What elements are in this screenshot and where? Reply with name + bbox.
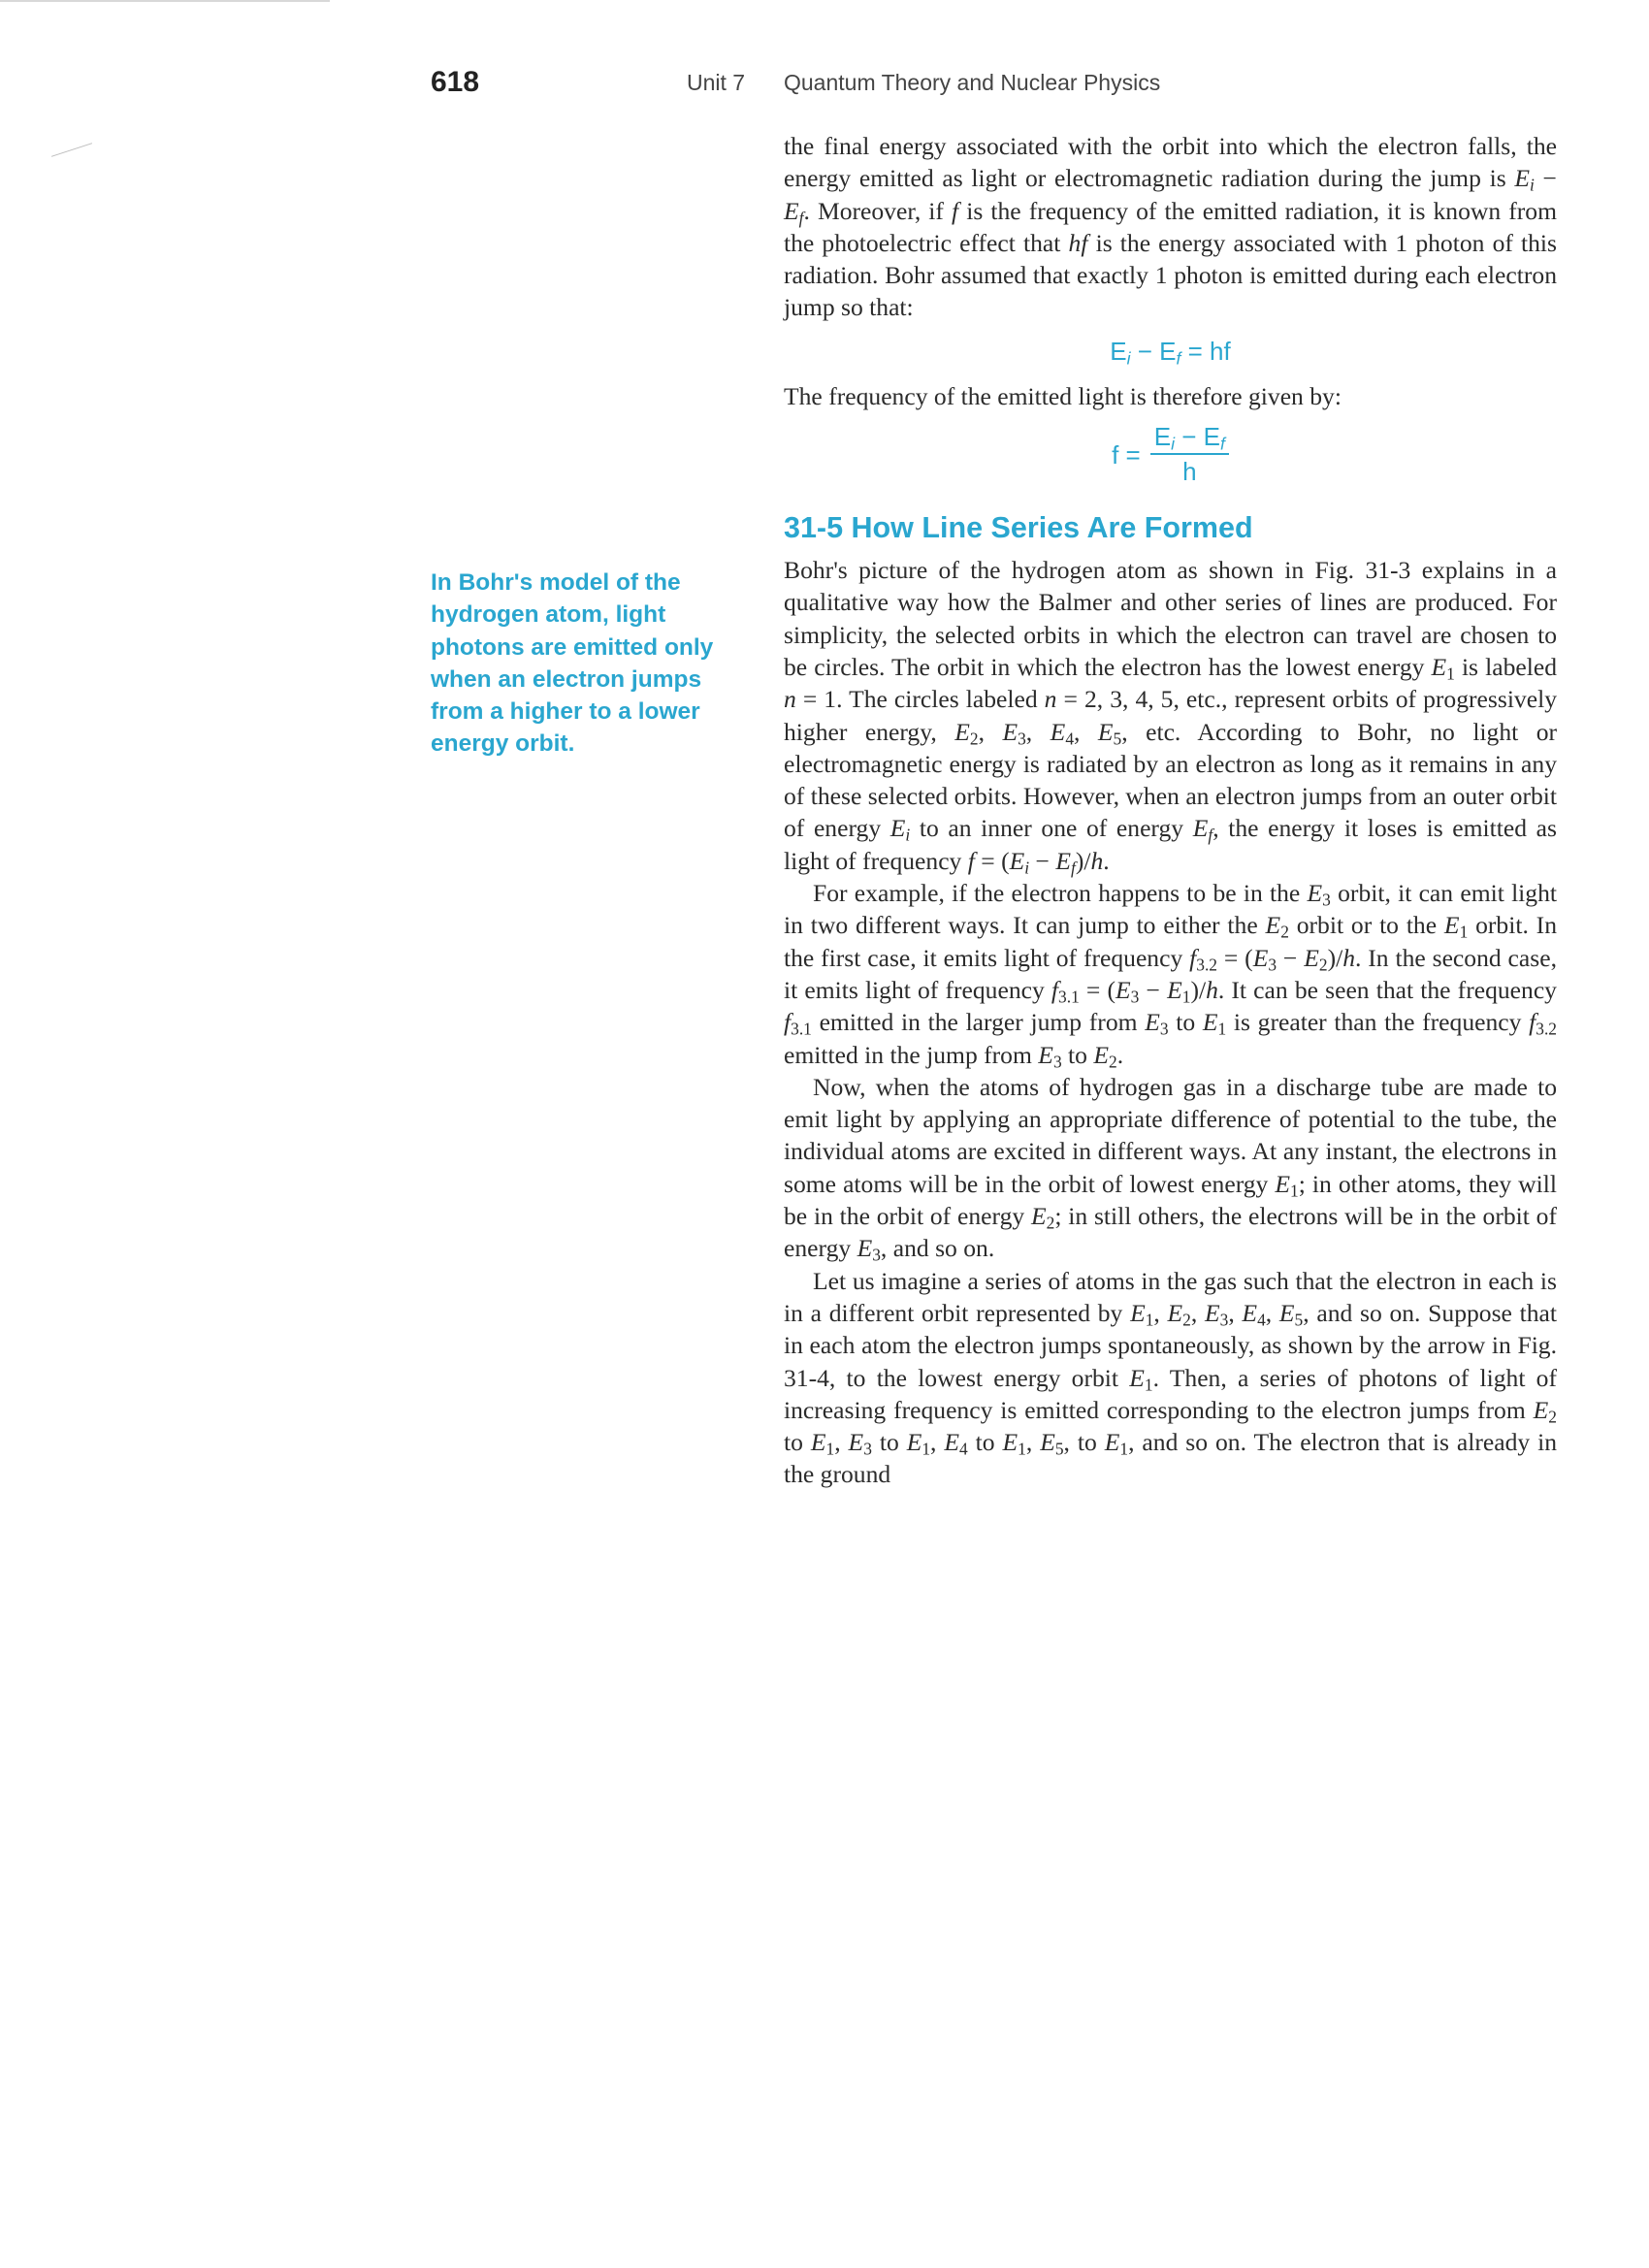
page-number: 618 <box>431 66 480 98</box>
fraction <box>1150 422 1229 488</box>
paragraph-discharge-tube: Now, when the atoms of hydrogen gas in a discharge tube are made to emit light by applying an appropriate difference of potential to the tube, the individual atoms are excited in different ways. At any instant, the electrons in some atoms will be in the orbit of lowest energy $E_1$; in other atoms, they will be in the orbit of energy $E_2$; in still others, the electrons will be in the orbit of energy $E_3$, and so on. <box>784 1072 1557 1265</box>
running-header <box>0 62 1649 109</box>
fraction-numerator: $E_i - E_f$ <box>1150 422 1229 455</box>
scan-edge <box>0 0 330 2</box>
fraction-denominator: h <box>1182 457 1197 487</box>
unit-title: Quantum Theory and Nuclear Physics <box>784 70 1161 95</box>
paragraph-bohr-picture: Bohr's picture of the hydrogen atom as shown in Fig. 31-3 explains in a qualitative way how the Balmer and other series of lines are produced. For simplicity, the selected orbits in which the electron can travel are chosen to be circles. The orbit in which the electron has the lowest energy $E_1$ is labeled n = 1. The circles labeled n = 2, 3, 4, 5, etc., represent orbits of progressively higher energy, $E_2$, $E_3$, $E_4$, $E_5$, etc. According to Bohr, no light or electromagnetic energy is radiated by an electron as long as it remains in any of these selected orbits. However, when an electron jumps from an outer orbit of energy $E_i$ to an inner one of energy $E_f$, the energy it loses is emitted as light of frequency $f = (E_i - E_f)/h$. <box>784 556 1558 878</box>
paragraph-series-of-atoms: Let us imagine a series of atoms in the gas such that the electron in each is in a different orbit represented by $E_1$, $E_2$, $E_3$, $E_4$, $E_5$, and so on. Suppose that in each atom the electron jumps spontaneously, as shown by the arrow in Fig. 31-4, to the lowest energy orbit $E_1$. Then, a series of photons of light of increasing frequency is emitted corresponding to the electron jumps from $E_2$ to $E_1$, $E_3$ to $E_1$, $E_4$ to $E_1$, $E_5$, to $E_1$, and so on. The electron that is already in the ground <box>784 1266 1558 1489</box>
frequency-sentence: The frequency of the emitted light is therefore given by: <box>784 381 1342 410</box>
equation-frequency <box>784 420 1557 490</box>
section-heading: 31-5 How Line Series Are Formed <box>784 511 1253 545</box>
equation-energy-photon: $E_i - E_f$ = hf <box>1110 336 1231 369</box>
paragraph-example: For example, if the electron happens to be in the $E_3$ orbit, it can emit light in two different ways. It can jump to either the $E_2$ orbit or to the $E_1$ orbit. In the first case, it emits light of frequency $f_{3.2} = (E_3 - E_2)/h$. In the second case, it emits light of frequency $f_{3.1} = (E_3 - E_1)/h$. It can be seen that the frequency $f_{3.1}$ emitted in the larger jump from $E_3$ to $E_1$ is greater than the frequency $f_{3.2}$ emitted in the jump from $E_3$ to $E_2$. <box>784 879 1558 1071</box>
intro-paragraph: the final energy associated with the orbit into which the electron falls, the energy emitted as light or electromagnetic radiation during the jump is $E_i - E_f$. Moreover, if f is the frequency of the emitted radiation, it is known from the photoelectric effect that hf is the energy associated with 1 photon of this radiation. Bohr assumed that exactly 1 photon is emitted during each electron jump so that: <box>784 132 1557 322</box>
scan-mark <box>51 143 92 157</box>
main-column <box>784 130 1557 1491</box>
equation-lhs: f = <box>1112 439 1141 470</box>
margin-note: In Bohr's model of the hydrogen atom, light photons are emitted only when an electron jumps from a higher to a lower energy orbit. <box>431 569 714 758</box>
unit-label: Unit 7 <box>687 70 746 95</box>
